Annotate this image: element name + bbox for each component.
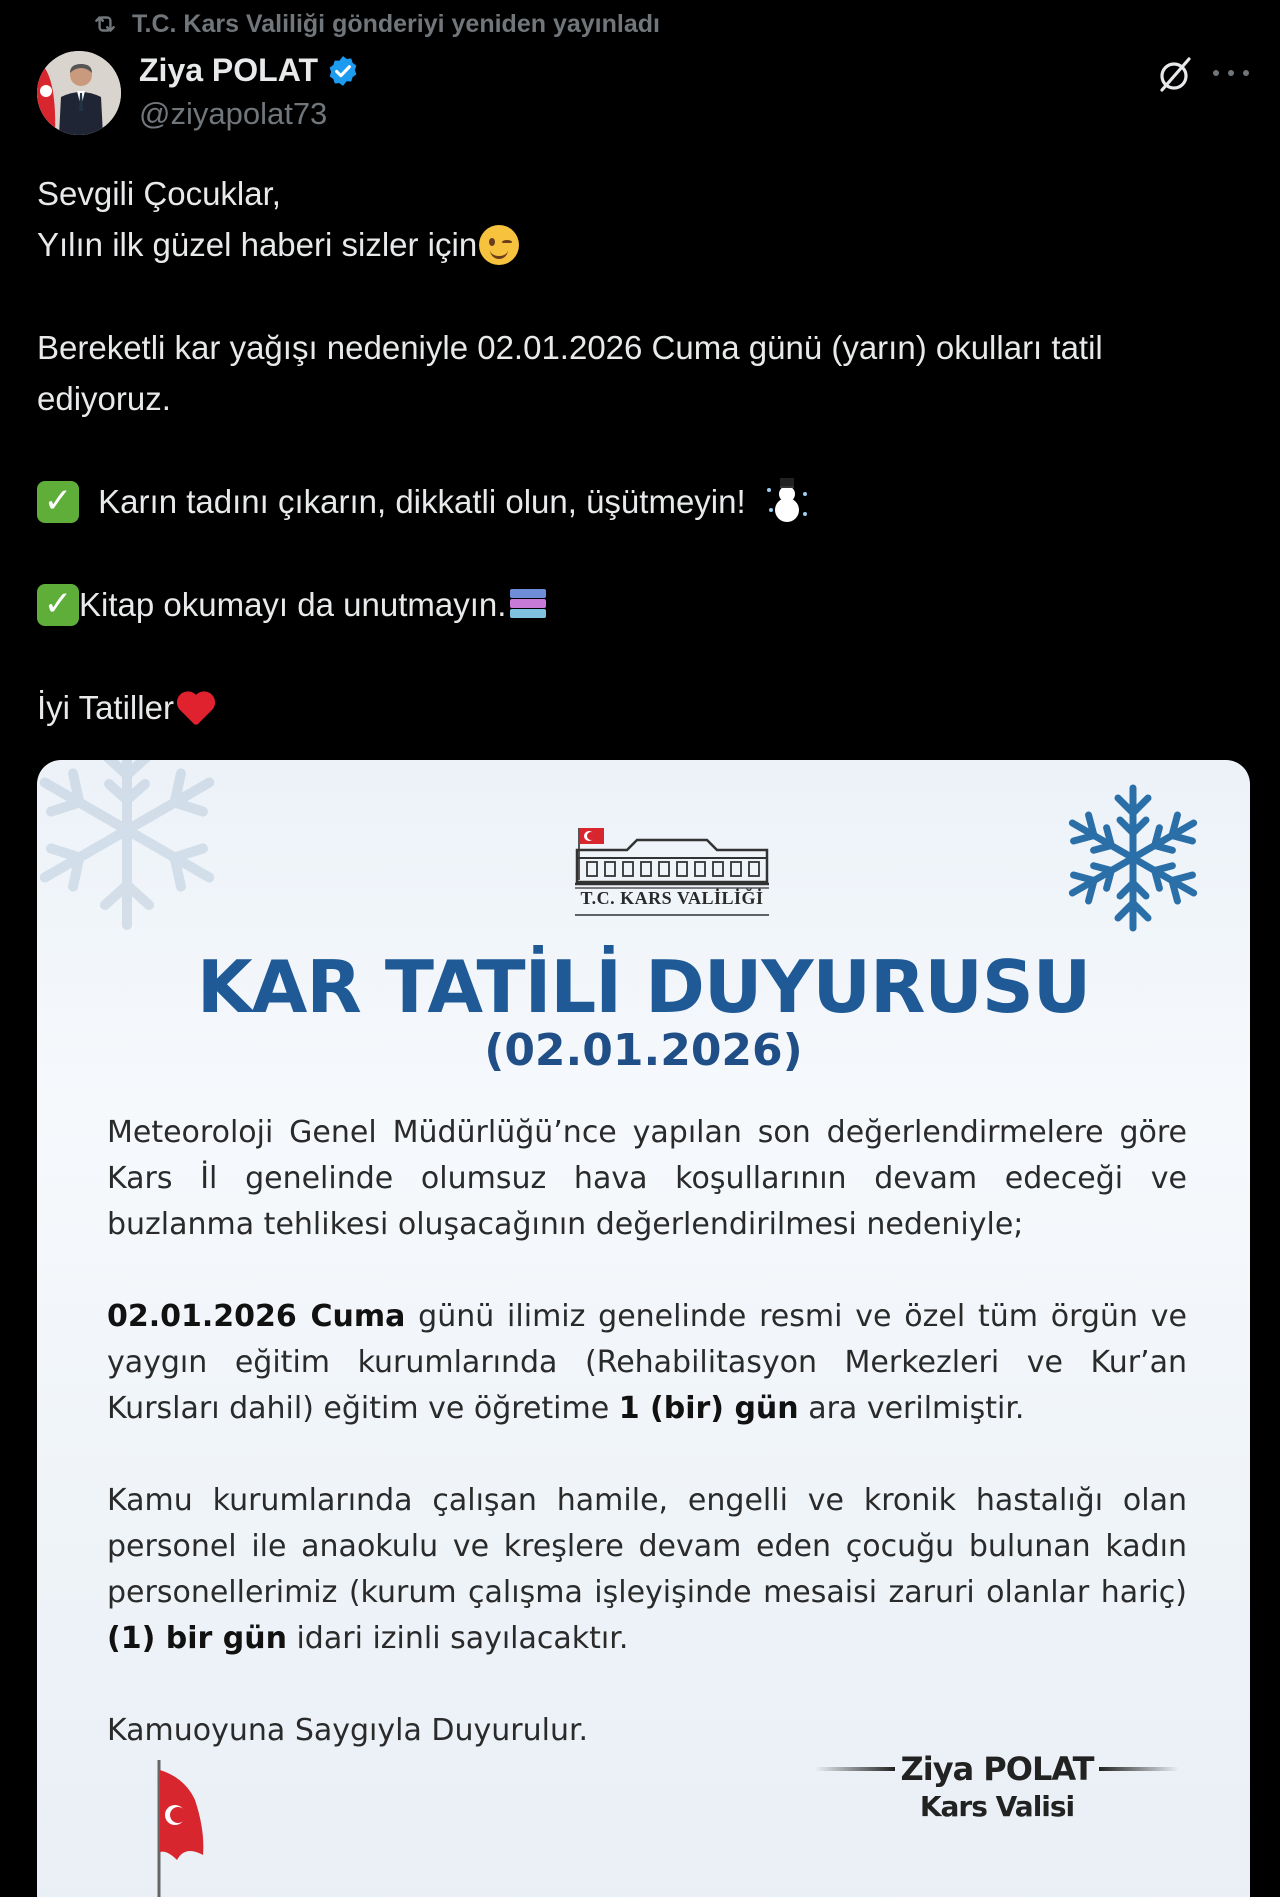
announcement-body: [107, 1110, 1187, 1800]
check-emoji: ✓: [37, 481, 79, 523]
signature: [807, 1750, 1187, 1823]
tweet-line: ✓ Karın tadını çıkarın, dikkatli olun, üşütmeyin!: [37, 476, 1247, 527]
books-emoji: [508, 587, 548, 623]
tweet-line: Sevgili Çocuklar,: [37, 175, 281, 212]
announcement-date: (02.01.2026): [484, 1025, 803, 1076]
paragraph: Kamuoyuna Saygıyla Duyurulur.: [107, 1713, 589, 1748]
verified-badge-icon: [326, 54, 360, 88]
snowflake-icon: [1059, 782, 1207, 934]
tweet-line: Bereketli kar yağışı nedeniyle 02.01.2026 Cuma günü (yarın) okulları tatil: [37, 329, 1103, 366]
repost-icon: [92, 11, 118, 37]
check-emoji: ✓: [37, 584, 79, 626]
repost-indicator[interactable]: [92, 8, 660, 40]
logo-text: T.C. KARS VALİLİĞİ: [580, 888, 764, 908]
tweet-line: Yılın ilk güzel haberi sizler için: [37, 219, 1247, 270]
author-name[interactable]: Ziya POLAT: [139, 52, 318, 88]
avatar[interactable]: [37, 51, 121, 135]
paragraph: 02.01.2026 Cuma günü ilimiz genelinde resmi ve özel tüm örgün ve yaygın eğitim kurumlarında (Rehabilitasyon Merkezleri ve Kur’an Kursları dahil) eğitim ve öğretime 1 (bir) gün ara verilmiştir.: [107, 1299, 1187, 1426]
tweet-line: ediyoruz.: [37, 380, 171, 417]
paragraph: Kamu kurumlarında çalışan hamile, engelli ve kronik hastalığı olan personel ile anaokulu ve kreşlere devam eden çocuğu bulunan kadın personellerimiz (kurum çalışma işleyişinde mesaisi zaruri olanlar hariç) (1) bir gün idari izinli sayılacaktır.: [107, 1483, 1187, 1656]
tweet-text: [37, 168, 1247, 733]
grok-icon[interactable]: [1155, 55, 1195, 95]
snowflake-icon: [37, 760, 237, 960]
paragraph: Meteoroloji Genel Müdürlüğü’nce yapılan son değerlendirmelere göre Kars İl genelinde olumsuz hava koşullarının devam edeceği ve buzlanma tehlikesi oluşacağının değerlendirilmesi nedeniyle;: [107, 1115, 1187, 1242]
tweet-line: ✓ Kitap okumayı da unutmayın.: [37, 579, 1247, 630]
snowman-emoji: [765, 478, 809, 526]
signature-name: Ziya POLAT: [900, 1750, 1094, 1788]
turkish-flag-icon: [145, 1760, 225, 1897]
governorship-logo: [567, 820, 777, 930]
announcement-image[interactable]: [37, 760, 1250, 1897]
signature-title: Kars Valisi: [919, 1790, 1075, 1823]
wink-emoji: [479, 225, 519, 265]
author-handle[interactable]: @ziyapolat73: [139, 96, 328, 131]
more-icon[interactable]: [1213, 58, 1249, 88]
repost-text: T.C. Kars Valiliği gönderiyi yeniden yayınladı: [132, 9, 660, 38]
announcement-title: KAR TATİLİ DUYURUSU: [196, 945, 1091, 1029]
heart-emoji: [176, 689, 216, 727]
tweet-line: İyi Tatiller: [37, 682, 1247, 733]
